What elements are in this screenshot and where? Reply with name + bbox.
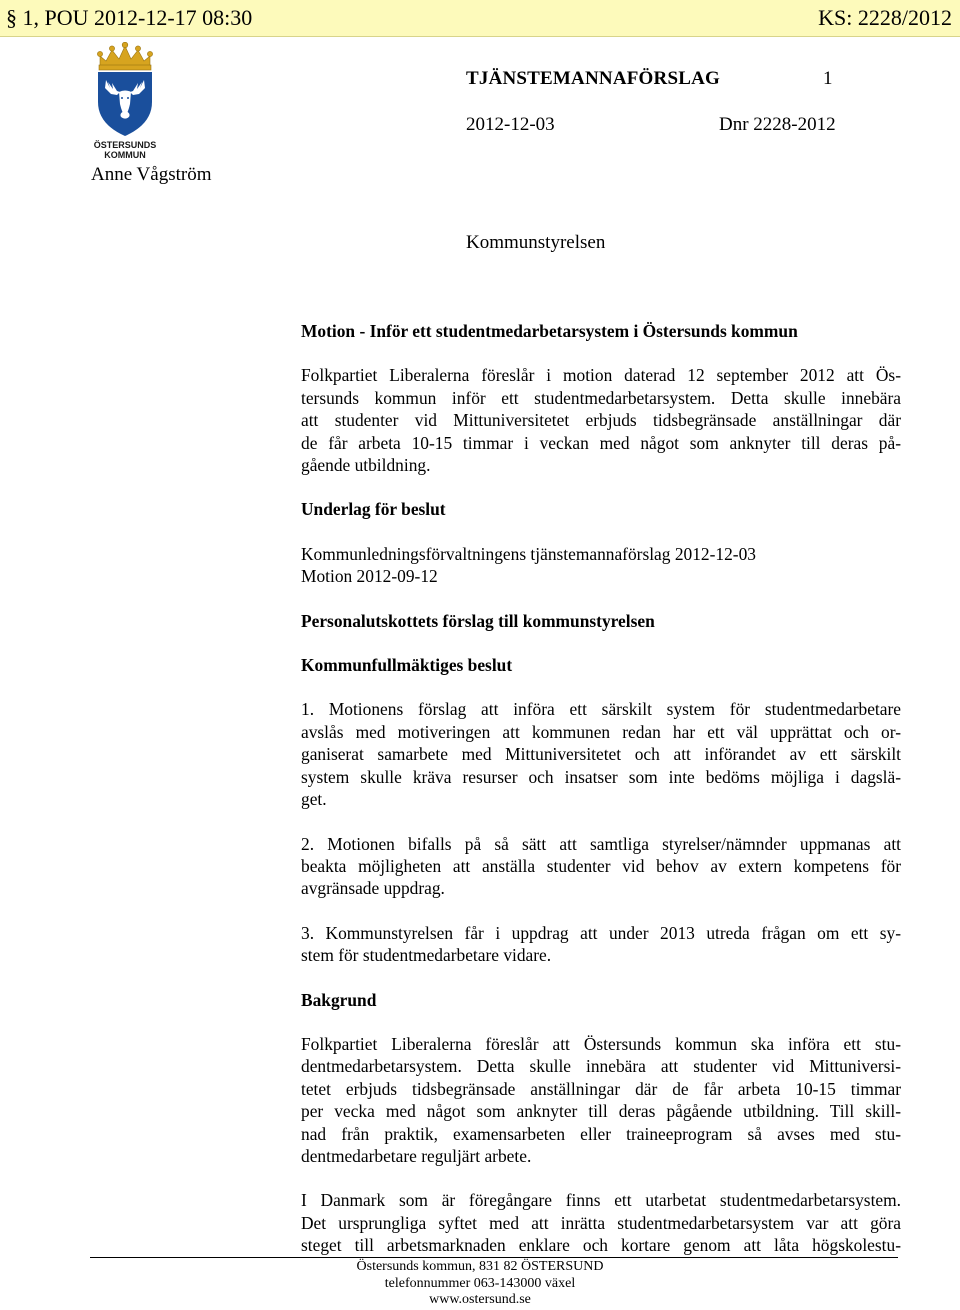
text-line: per vecka med något som anknyter till deras pågående utbildning. Till skill-	[301, 1101, 901, 1122]
author-name: Anne Vågström	[91, 164, 212, 185]
document-title: Motion - Inför ett studentmedarbetarsystem i Östersunds kommun	[301, 321, 798, 341]
section-heading-kommunfullmaktige: Kommunfullmäktiges beslut	[301, 655, 513, 676]
text-line: stem för studentmedarbetare vidare.	[301, 945, 552, 966]
text-line: tetet erbjuds tidsbegränsade anställningar där de får arbeta 10-15 timmar	[301, 1078, 901, 1099]
intro-paragraph	[301, 364, 901, 476]
text-line: 2. Motionen bifalls på så sätt att samtliga styrelser/nämnder uppmanas att	[301, 833, 901, 854]
text-line: de får arbeta 10-15 timmar i veckan med något som anknyter till deras på-	[301, 432, 901, 453]
case-number: KS: 2228/2012	[818, 5, 952, 30]
text-line: Det ursprungliga syftet med att inrätta studentmedarbetarsystem var att göra	[301, 1212, 901, 1233]
text-line: get.	[301, 789, 327, 810]
top-status-bar	[0, 0, 960, 37]
footer-divider	[90, 1257, 898, 1258]
diary-number: Dnr 2228-2012	[719, 114, 836, 135]
text-line: beakta möjligheten att anställa studenter vid behov av extern kompetens för	[301, 855, 901, 876]
text-line: I Danmark som är föregångare finns ett utarbetat studentmedarbetarsystem.	[301, 1190, 901, 1211]
page-number: 1	[823, 68, 833, 89]
text-line: steget till arbetsmarknaden enklare och kortare genom att låta högskolestu-	[301, 1235, 901, 1256]
text-line: dentmedarbetarsystem. Detta skulle innebära att studenter vid Mittuniversi-	[301, 1056, 901, 1077]
decision-paragraph-1	[301, 698, 901, 810]
text-line: nad från praktik, examensarbeten eller traineeprogram så avses med stu-	[301, 1123, 901, 1144]
text-line: Motion 2012-09-12	[301, 566, 438, 587]
text-line: ganiserat samarbete med Mittuniversitetet och att införandet av ett särskilt	[301, 744, 901, 765]
text-line: att studenter vid Mittuniversitetet erbjuds tidsbegränsade anställningar där	[301, 410, 901, 431]
text-line: tersunds kommun inför ett studentmedarbetarsystem. Detta skulle innebära	[301, 387, 901, 408]
section-heading-personalutskott: Personalutskottets förslag till kommunstyrelsen	[301, 610, 655, 631]
footer-address: Östersunds kommun, 831 82 ÖSTERSUND	[356, 1259, 604, 1274]
text-line: system skulle kräva resurser och insatser som inte bedöms möjliga i dagslä-	[301, 766, 901, 787]
document-type: TJÄNSTEMANNAFÖRSLAG	[466, 68, 720, 89]
text-line: avslås med motiveringen att kommunen redan har ett väl upprättat och or-	[301, 721, 901, 742]
page-footer	[0, 1259, 960, 1309]
text-line: avgränsade uppdrag.	[301, 878, 445, 899]
text-line: Kommunledningsförvaltningens tjänstemannaförslag 2012-12-03	[301, 543, 756, 564]
document-body	[301, 320, 901, 1257]
document-date: 2012-12-03	[466, 114, 555, 135]
text-line: 3. Kommunstyrelsen får i uppdrag att under 2013 utreda frågan om ett sy-	[301, 922, 901, 943]
underlag-list	[301, 543, 901, 588]
decision-paragraph-3	[301, 922, 901, 967]
bakgrund-paragraph-2	[301, 1189, 901, 1256]
logo-text-line1: ÖSTERSUNDS	[93, 140, 157, 150]
footer-phone: telefonnummer 063-143000 växel	[384, 1275, 576, 1291]
text-line: dentmedarbetare reguljärt arbete.	[301, 1145, 532, 1166]
ostersund-coat-of-arms-logo	[92, 42, 158, 160]
meeting-reference: § 1, POU 2012-12-17 08:30	[6, 5, 253, 30]
recipient: Kommunstyrelsen	[466, 232, 606, 253]
bakgrund-paragraph-1	[301, 1033, 901, 1167]
footer-website: www.ostersund.se	[429, 1292, 531, 1307]
text-line: 1. Motionens förslag att införa ett särskilt system för studentmedarbetare	[301, 699, 901, 720]
section-heading-underlag: Underlag för beslut	[301, 499, 446, 520]
logo-text-line2: KOMMUN	[104, 150, 146, 160]
decision-paragraph-2	[301, 833, 901, 900]
text-line: Folkpartiet Liberalerna föreslår i motion daterad 12 september 2012 att Ös-	[301, 365, 901, 386]
text-line: Folkpartiet Liberalerna föreslår att Östersunds kommun ska införa ett stu-	[301, 1033, 901, 1054]
text-line: gående utbildning.	[301, 455, 431, 476]
section-heading-bakgrund: Bakgrund	[301, 989, 377, 1010]
